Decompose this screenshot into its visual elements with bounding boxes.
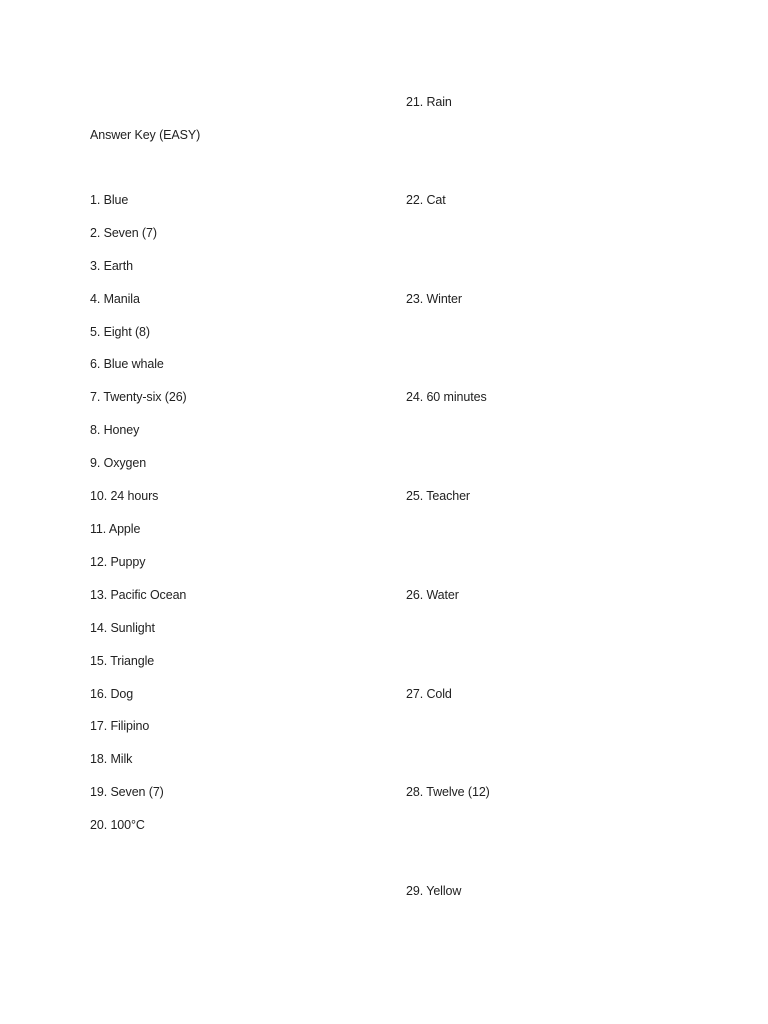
answer-item: 19. Seven (7) — [90, 785, 164, 799]
answer-item: 13. Pacific Ocean — [90, 588, 187, 602]
answer-item: 16. Dog — [90, 687, 134, 701]
answer-item: 12. Puppy — [90, 555, 146, 569]
answer-item: 20. 100°C — [90, 818, 145, 832]
answer-item: 26. Water — [406, 588, 459, 602]
answer-item: 3. Earth — [90, 259, 133, 273]
answer-item: 10. 24 hours — [90, 489, 159, 503]
answer-item: 17. Filipino — [90, 719, 150, 733]
answer-item: 28. Twelve (12) — [406, 785, 490, 799]
answer-item: 6. Blue whale — [90, 357, 164, 371]
answer-item: 4. Manila — [90, 292, 140, 306]
answer-item: 5. Eight (8) — [90, 325, 150, 339]
answer-item: 24. 60 minutes — [406, 390, 487, 404]
answer-item: 14. Sunlight — [90, 621, 155, 635]
answer-item: 1. Blue — [90, 193, 129, 207]
answer-item: 25. Teacher — [406, 489, 470, 503]
answer-item: 27. Cold — [406, 687, 452, 701]
answer-item: 7. Twenty-six (26) — [90, 390, 187, 404]
answer-item: 2. Seven (7) — [90, 226, 157, 240]
answer-item: 15. Triangle — [90, 654, 155, 668]
document-title: Answer Key (EASY) — [90, 128, 201, 142]
answer-item: 9. Oxygen — [90, 456, 147, 470]
answer-item: 29. Yellow — [406, 884, 462, 898]
answer-item: 22. Cat — [406, 193, 446, 207]
answer-item: 21. Rain — [406, 95, 452, 109]
answer-item: 8. Honey — [90, 423, 140, 437]
answer-item: 11. Apple — [90, 522, 141, 536]
answer-item: 23. Winter — [406, 292, 462, 306]
answer-item: 18. Milk — [90, 752, 133, 766]
